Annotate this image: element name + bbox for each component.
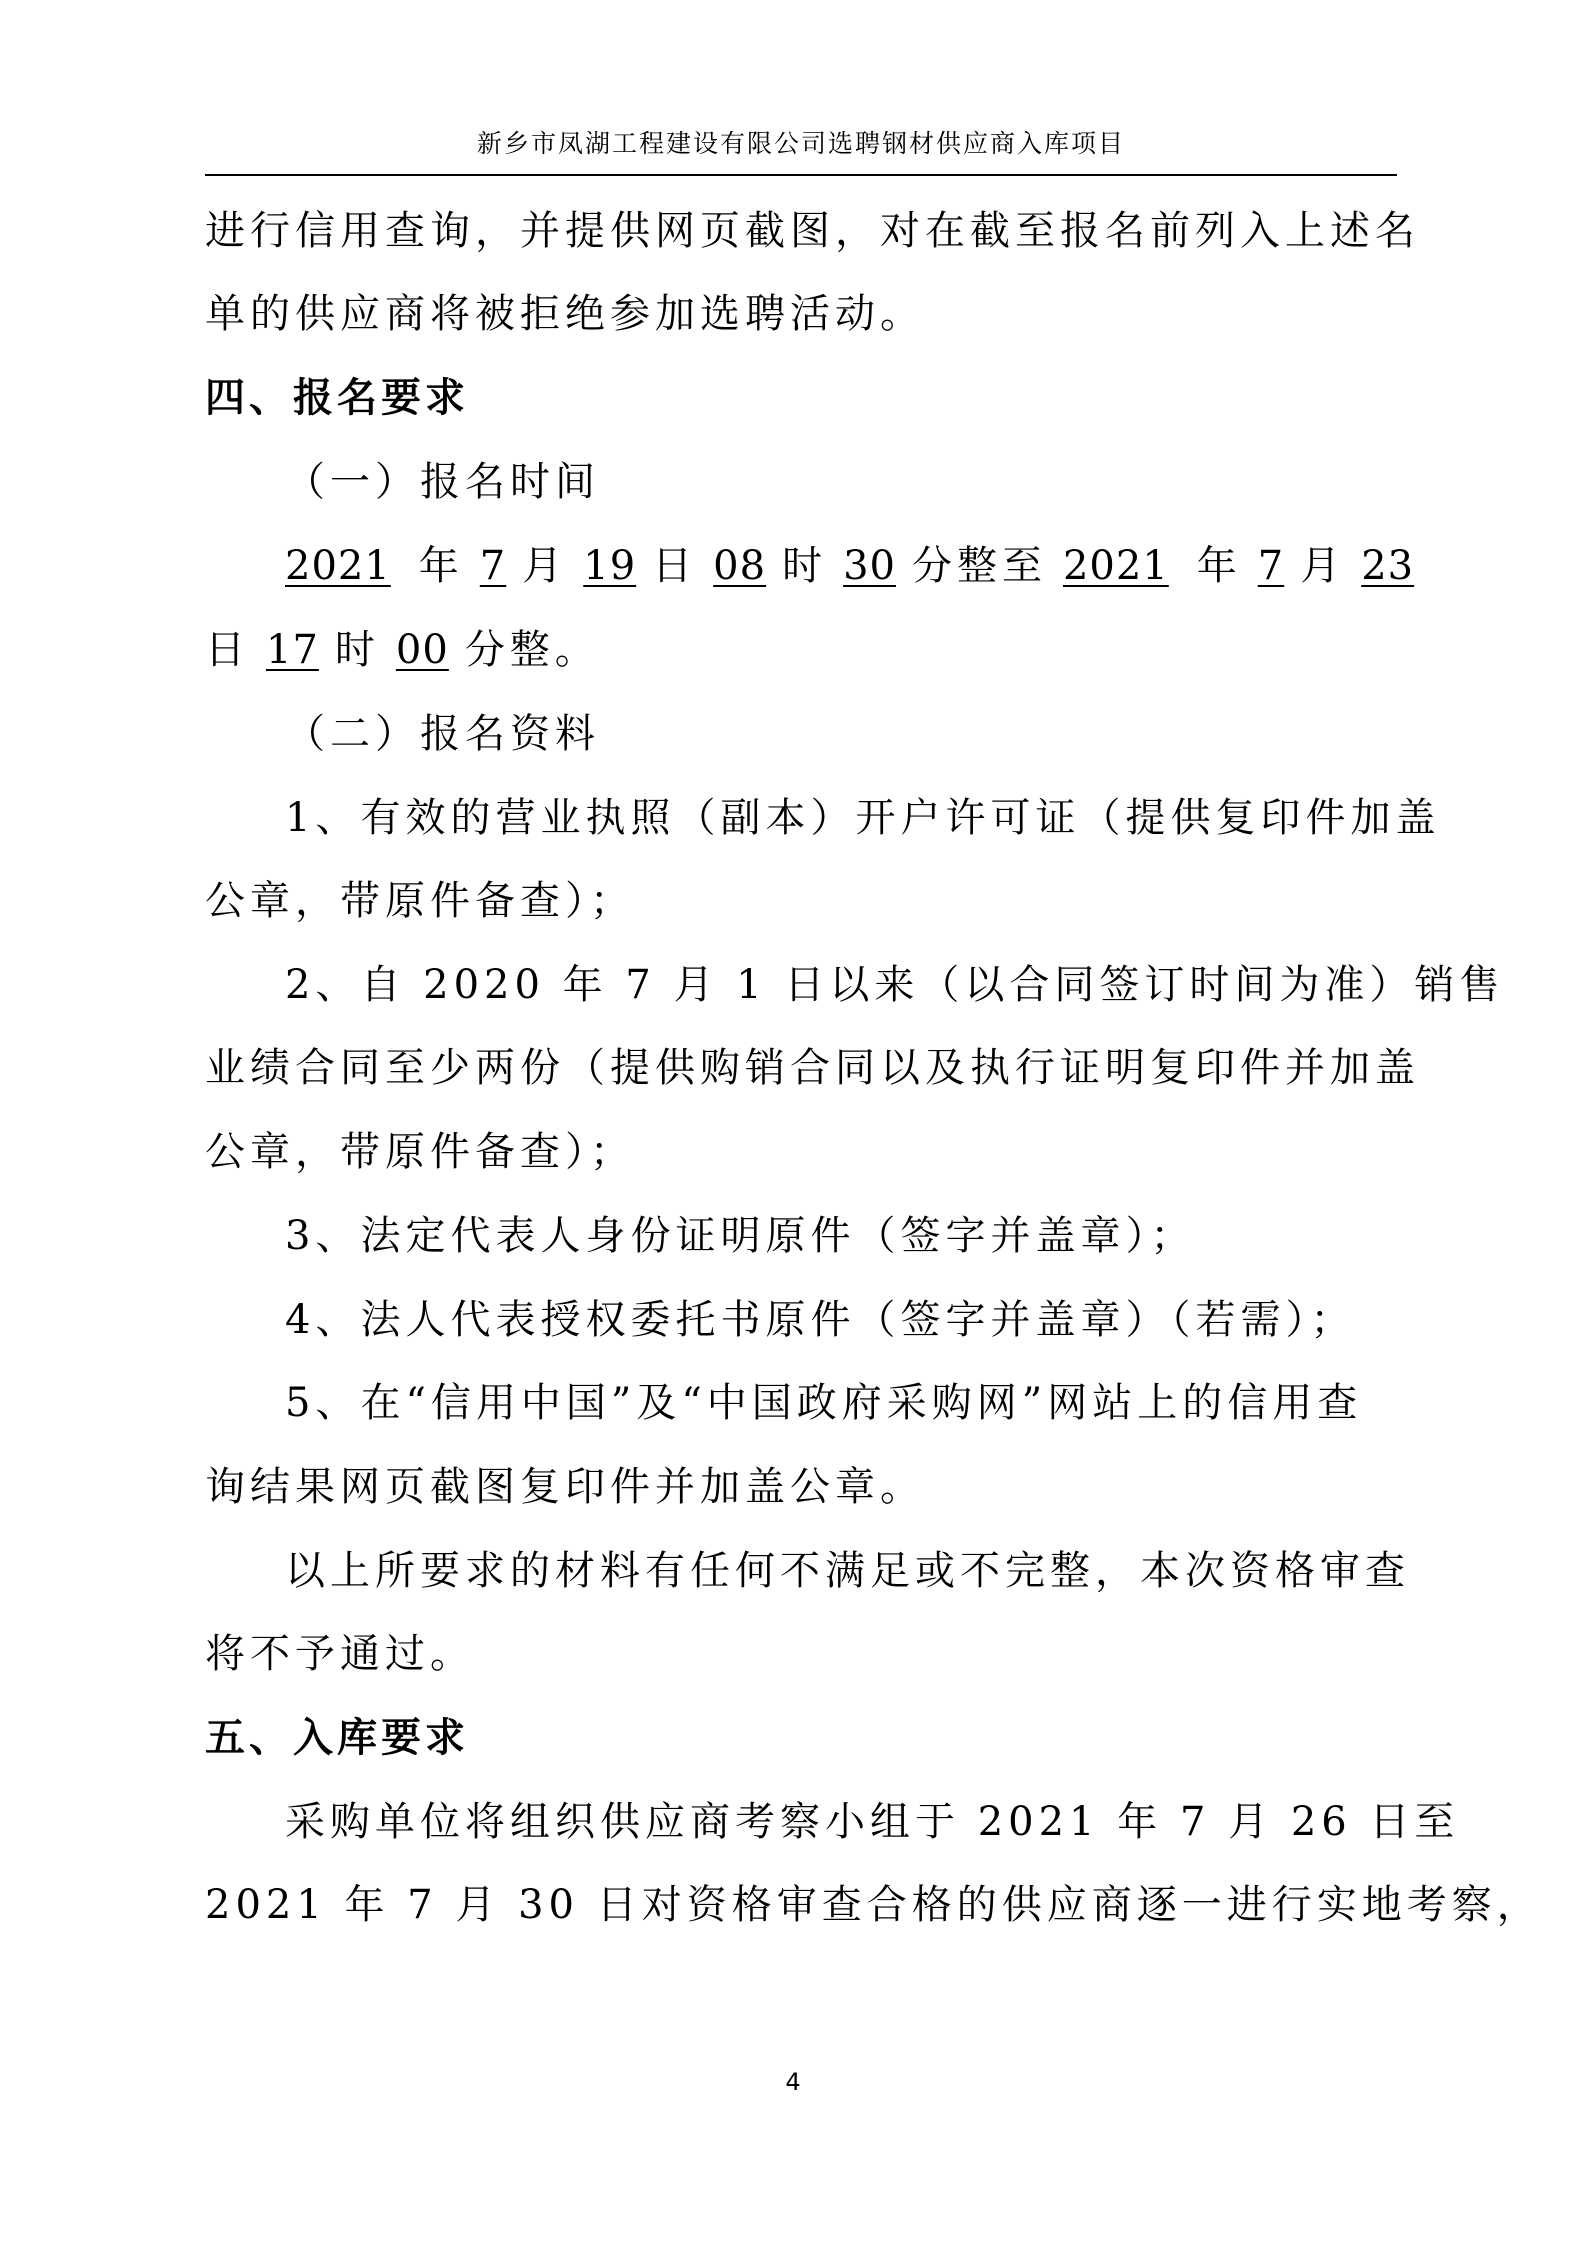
registration-time-line-1 bbox=[285, 538, 1414, 594]
unit-month: 月 bbox=[522, 543, 568, 589]
header-divider bbox=[205, 174, 1397, 176]
unit-minute-end: 分整。 bbox=[464, 627, 600, 673]
section-5-para-line-2: 2021 年 7 月 30 日对资格审查合格的供应商逐一进行实地考察， bbox=[205, 1882, 1542, 1928]
item-5-line-1: 5、在“信用中国”及“中国政府采购网”网站上的信用查 bbox=[285, 1380, 1363, 1426]
page-number: 4 bbox=[785, 2068, 801, 2096]
registration-time-line-2 bbox=[205, 622, 600, 678]
subsection-1-heading: （一）报名时间 bbox=[285, 459, 600, 505]
note-line-1: 以上所要求的材料有任何不满足或不完整，本次资格审查 bbox=[285, 1548, 1410, 1594]
item-4: 4、法人代表授权委托书原件（签字并盖章）（若需）； bbox=[285, 1297, 1356, 1343]
unit-year-end: 年 bbox=[1196, 543, 1242, 589]
end-month: 7 bbox=[1257, 543, 1285, 589]
item-1-line-2: 公章，带原件备查）； bbox=[205, 878, 635, 924]
unit-hour: 时 bbox=[782, 543, 828, 589]
unit-day: 日 bbox=[652, 543, 698, 589]
unit-hour-end: 时 bbox=[334, 627, 380, 673]
running-header: 新乡市凤湖工程建设有限公司选聘钢材供应商入库项目 bbox=[476, 129, 1125, 158]
item-2-line-2: 业绩合同至少两份（提供购销合同以及执行证明复印件并加盖 bbox=[205, 1045, 1420, 1091]
end-day: 23 bbox=[1361, 543, 1415, 589]
item-5-line-2: 询结果网页截图复印件并加盖公章。 bbox=[205, 1464, 925, 1510]
end-minute: 00 bbox=[395, 627, 449, 673]
section-4-heading: 四、报名要求 bbox=[205, 375, 469, 421]
intro-line-1: 进行信用查询，并提供网页截图，对在截至报名前列入上述名 bbox=[205, 208, 1420, 254]
section-5-heading: 五、入库要求 bbox=[205, 1715, 469, 1761]
unit-minute-to: 分整至 bbox=[911, 543, 1047, 589]
end-hour: 17 bbox=[266, 627, 319, 673]
item-3: 3、法定代表人身份证明原件（签字并盖章）； bbox=[285, 1213, 1196, 1259]
unit-month-end: 月 bbox=[1300, 543, 1346, 589]
start-year: 2021 bbox=[285, 543, 391, 589]
start-month: 7 bbox=[479, 543, 507, 589]
item-2-line-3: 公章，带原件备查）； bbox=[205, 1129, 635, 1175]
start-day: 19 bbox=[583, 543, 637, 589]
item-2-line-1: 2、自 2020 年 7 月 1 日以来（以合同签订时间为准）销售 bbox=[285, 962, 1505, 1008]
end-year: 2021 bbox=[1062, 543, 1169, 589]
subsection-2-heading: （二）报名资料 bbox=[285, 711, 600, 757]
unit-year: 年 bbox=[418, 543, 464, 589]
item-1-line-1: 1、有效的营业执照（副本）开户许可证（提供复印件加盖 bbox=[285, 795, 1441, 841]
intro-line-2: 单的供应商将被拒绝参加选聘活动。 bbox=[205, 291, 925, 337]
section-5-para-line-1: 采购单位将组织供应商考察小组于 2021 年 7 月 26 日至 bbox=[285, 1799, 1460, 1845]
unit-day-end: 日 bbox=[205, 627, 250, 673]
note-line-2: 将不予通过。 bbox=[205, 1631, 475, 1677]
start-hour: 08 bbox=[713, 543, 767, 589]
start-minute: 30 bbox=[843, 543, 896, 589]
